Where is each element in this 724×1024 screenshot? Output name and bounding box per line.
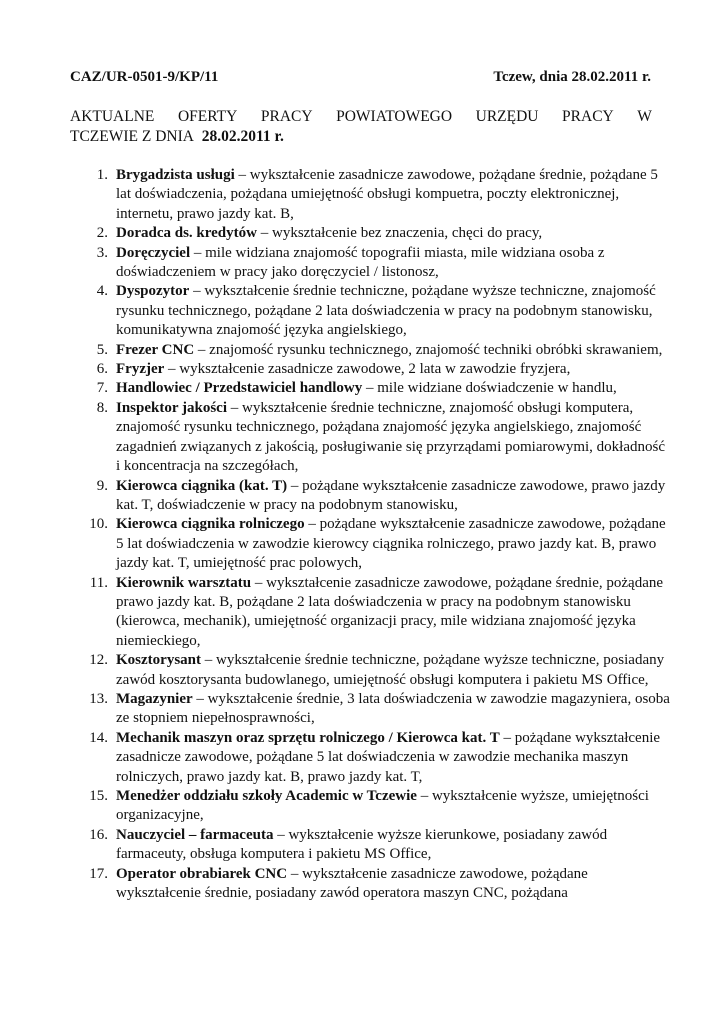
job-offer-position: Fryzjer [116, 361, 165, 378]
job-offer-details: – wykształcenie zasadnicze zawodowe, pożądane średnie, pożądane prawo jazdy kat. B, pożądane 2 lata doświadczenia w pracy na podobnym stanowisku (kierowca, mechanik), umiejętność organizacji pracy, mile widziana znajomość języka niemieckiego, [116, 574, 664, 649]
job-offer-item [70, 729, 670, 787]
job-offer-number: 9. [96, 477, 108, 494]
job-offer-details: – wykształcenie zasadnicze zawodowe, 2 lata w zawodzie fryzjera, [164, 361, 571, 378]
job-offer-details: – wykształcenie średnie, 3 lata doświadczenia w zawodzie magazyniera, osoba ze stopniem niepełnosprawności, [116, 690, 670, 727]
job-offer-position: Kierowca ciągnika (kat. T) [116, 477, 288, 494]
job-offer-number: 15. [89, 788, 108, 804]
job-offer-number: 7. [96, 380, 108, 397]
job-offer-item [70, 399, 670, 477]
title-word: AKTUALNE [70, 108, 155, 125]
title-word: PRACY [562, 108, 614, 125]
job-offer-details: – pożądane wykształcenie zasadnicze zawodowe, pożądane 5 lat doświadczenia w zawodzie kierowcy ciągnika rolniczego, prawo jazdy kat. B, prawo jazdy kat. T, umiejętność prac polowych, [116, 516, 666, 572]
job-offer-number: 16. [89, 826, 108, 843]
job-offer-item [70, 379, 670, 398]
job-offer-item [70, 574, 670, 652]
document-date: Tczew, dnia 28.02.2011 r. [493, 69, 651, 85]
job-offer-position: Brygadzista usługi [116, 167, 235, 183]
job-offer-number: 6. [96, 361, 108, 378]
job-offer-details: – mile widziana znajomość topografii miasta, mile widziana osoba z doświadczeniem w pracy jako doręczyciel / listonosz, [116, 244, 605, 281]
job-offers-list [70, 166, 670, 903]
job-offer-item [70, 244, 670, 283]
job-offer-details: – wykształcenie średnie techniczne, pożądane wyższe techniczne, znajomość rysunku technicznego, pożądane 2 lata doświadczenia w pracy na podobnym stanowisku, komunikatywna znajomość języka angielskiego, [116, 283, 656, 339]
title-date: 28.02.2011 r. [201, 128, 284, 145]
job-offer-details: – pożądane wykształcenie zasadnicze zawodowe, pożądane 5 lat doświadczenia w zawodzie mechanika maszyn rolniczych, prawo jazdy kat. B, prawo jazdy kat. T, [116, 729, 661, 785]
job-offer-position: Kosztorysant [116, 652, 201, 669]
job-offer-item [70, 651, 670, 690]
title-word: PRACY [260, 108, 313, 125]
job-offer-number: 11. [89, 574, 108, 591]
job-offer-position: Handlowiec / Przedstawiciel handlowy [116, 380, 363, 397]
job-offer-position: Menedżer oddziału szkoły Academic w Tczewie [116, 788, 417, 804]
job-offer-position: Nauczyciel – farmaceuta [116, 826, 274, 843]
job-offer-item [70, 690, 670, 729]
job-offer-number: 17. [89, 865, 108, 882]
job-offer-item [70, 826, 670, 865]
job-offer-number: 14. [89, 729, 108, 746]
title-word: URZĘDU [475, 108, 539, 125]
job-offer-details: – wykształcenie bez znaczenia, chęci do pracy, [256, 225, 543, 242]
job-offer-number: 8. [96, 399, 108, 416]
job-offer-position: Kierowca ciągnika rolniczego [116, 516, 305, 533]
title-word: W [637, 108, 652, 125]
title-word: OFERTY [177, 108, 238, 125]
job-offer-details: – znajomość rysunku technicznego, znajomość techniki obróbki skrawaniem, [194, 341, 663, 358]
job-offer-details: – wykształcenie wyższe kierunkowe, posiadany zawód farmaceuty, obsługa komputera i pakietu MS Office, [116, 826, 608, 863]
job-offer-item [70, 282, 670, 340]
job-offer-item [70, 865, 670, 904]
job-offer-item [70, 166, 670, 224]
job-offer-position: Kierownik warsztatu [116, 574, 252, 591]
job-offer-details: – wykształcenie zasadnicze zawodowe, pożądane wykształcenie średnie, posiadany zawód operatora maszyn CNC, pożądana [116, 865, 588, 902]
job-offer-position: Mechanik maszyn oraz sprzętu rolniczego / Kierowca kat. T [116, 729, 500, 746]
job-offer-position: Doradca ds. kredytów [116, 225, 257, 242]
job-offer-position: Doręczyciel [116, 244, 191, 261]
job-offer-item [70, 360, 670, 379]
document-title [70, 107, 652, 147]
title-prefix: TCZEWIE Z DNIA [70, 128, 194, 145]
job-offer-position: Inspektor jakości [116, 399, 227, 416]
job-offer-details: – wykształcenie średnie techniczne, pożądane wyższe techniczne, posiadany zawód kosztorysanta budowlanego, umiejętność obsługi komputera i pakietu MS Office, [116, 652, 665, 688]
job-offer-details: – pożądane wykształcenie zasadnicze zawodowe, prawo jazdy kat. T, doświadczenie w pracy na podobnym stanowisku, [116, 477, 666, 513]
job-offer-item [70, 515, 670, 573]
title-line-2 [70, 127, 652, 147]
job-offer-details: – wykształcenie zasadnicze zawodowe, pożądane średnie, pożądane 5 lat doświadczenia, pożądana umiejętność obsługi kompuetra, poczty elektronicznej, internetu, prawo jazdy kat. B, [116, 167, 658, 222]
title-line-1 [70, 107, 652, 127]
job-offer-number: 2. [96, 225, 108, 242]
job-offer-number: 4. [96, 283, 108, 300]
job-offer-details: – mile widziane doświadczenie w handlu, [362, 380, 617, 397]
job-offer-number: 13. [89, 690, 108, 707]
job-offer-item [70, 224, 670, 243]
job-offer-number: 12. [89, 652, 108, 669]
job-offer-position: Frezer CNC [116, 341, 195, 358]
job-offer-number: 1. [96, 167, 108, 183]
job-offer-position: Magazynier [116, 690, 193, 707]
job-offer-number: 5. [96, 341, 108, 358]
job-offer-details: – wykształcenie wyższe, umiejętności organizacyjne, [116, 788, 649, 824]
job-offer-number: 3. [96, 244, 108, 261]
job-offer-number: 10. [89, 516, 108, 533]
job-offer-item [70, 787, 670, 826]
job-offer-item [70, 477, 670, 516]
document-reference: CAZ/UR-0501-9/KP/11 [70, 69, 219, 85]
job-offer-details: – wykształcenie średnie techniczne, znajomość obsługi komputera, znajomość rysunku technicznego, pożądana znajomość języka angielskiego, znajomość zagadnień związanych z jakością, posługiwanie się przyrządami pomiarowymi, dokładność i koncentracja na szczegółach, [116, 399, 665, 475]
job-offer-position: Dyspozytor [116, 283, 190, 300]
job-offer-item [70, 341, 670, 360]
job-offer-position: Operator obrabiarek CNC [116, 865, 288, 882]
title-word: POWIATOWEGO [336, 108, 453, 125]
